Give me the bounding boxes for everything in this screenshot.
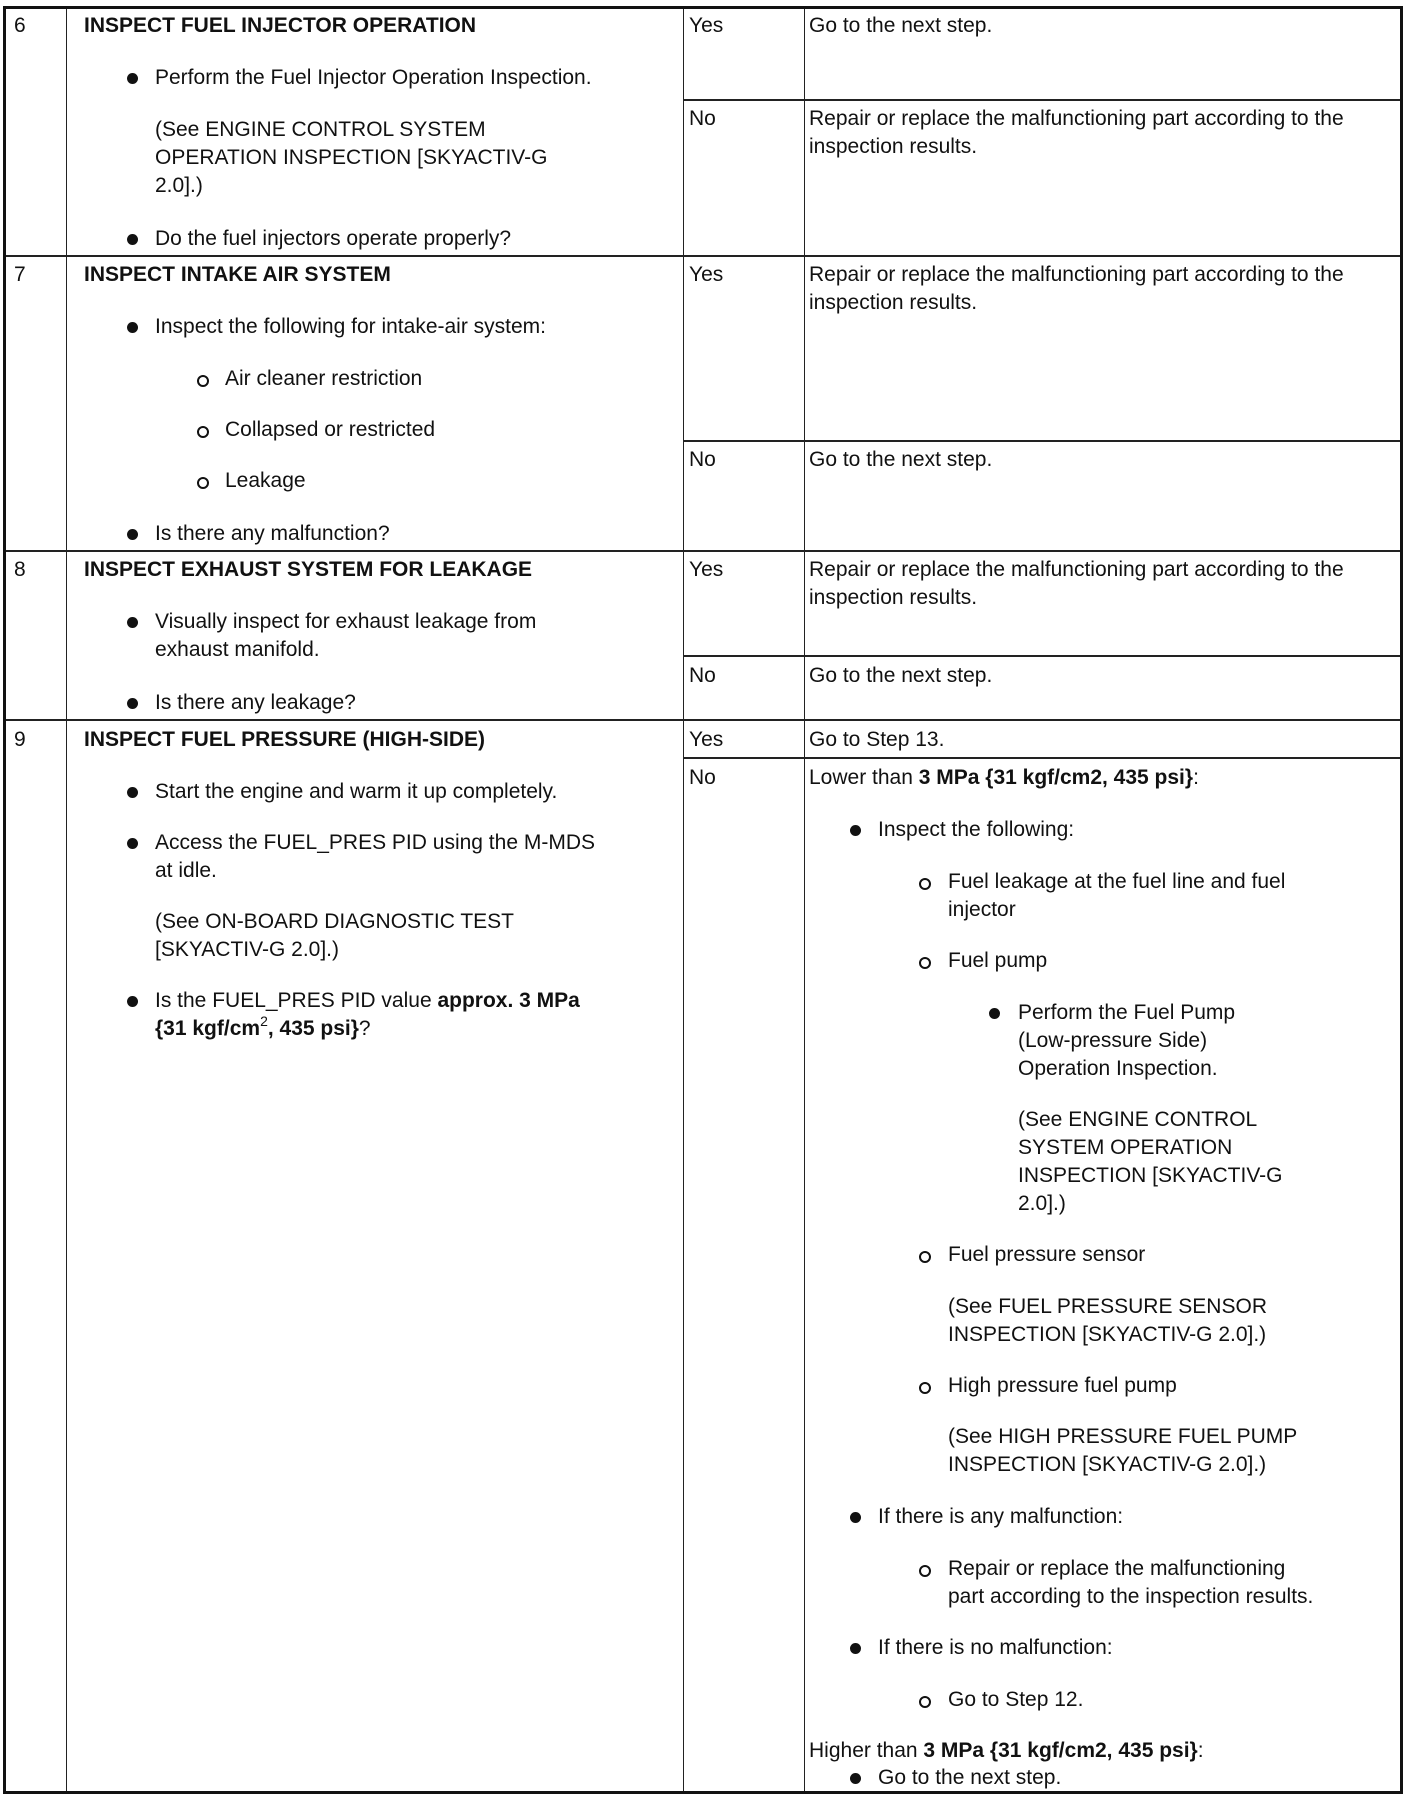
bullet-icon (127, 838, 138, 849)
yes-action: inspection results. (809, 586, 978, 609)
action-item: If there is no malfunction: (878, 1636, 1113, 1659)
step-title: INSPECT INTAKE AIR SYSTEM (84, 263, 391, 286)
step-title: INSPECT FUEL INJECTOR OPERATION (84, 14, 477, 37)
step-instruction: at idle. (155, 859, 217, 882)
yes-action: Repair or replace the malfunctioning part according to the (809, 263, 1344, 286)
no-action: Go to the next step. (809, 664, 993, 687)
column-divider (804, 9, 805, 1791)
action-item: (Low-pressure Side) (1018, 1029, 1208, 1052)
bullet-icon (127, 529, 138, 540)
diagnostic-table (3, 6, 1403, 1794)
reference-text: (See HIGH PRESSURE FUEL PUMP (948, 1425, 1298, 1448)
bullet-icon (127, 996, 138, 1007)
no-action: Go to the next step. (809, 448, 993, 471)
bullet-icon (850, 825, 861, 836)
no-label: No (689, 107, 716, 130)
inspection-item: injector (948, 898, 1016, 921)
step-number: 7 (14, 263, 26, 286)
action-item: Perform the Fuel Pump (1018, 1001, 1236, 1024)
action-item: If there is any malfunction: (878, 1505, 1124, 1528)
no-label: No (689, 448, 716, 471)
bullet-icon (127, 617, 138, 628)
sub-bullet-icon (197, 426, 209, 438)
sub-bullet-icon (919, 1251, 931, 1263)
condition-value: 3 MPa {31 kgf/cm2, 435 psi} (918, 766, 1194, 789)
reference-text: [SKYACTIV-G 2.0].) (155, 938, 339, 961)
reference-text: INSPECTION [SKYACTIV-G (1018, 1164, 1283, 1187)
reference-text: 2.0].) (1018, 1192, 1066, 1215)
bullet-icon (850, 1643, 861, 1654)
yes-action: inspection results. (809, 291, 978, 314)
sub-bullet-icon (919, 1696, 931, 1708)
condition-text: Higher than (809, 1739, 924, 1762)
step-question: Do the fuel injectors operate properly? (155, 227, 512, 250)
step-instruction: Access the FUEL_PRES PID using the M-MDS (155, 831, 595, 854)
yes-no-divider (684, 655, 1400, 657)
reference-text: 2.0].) (155, 174, 203, 197)
no-label: No (689, 664, 716, 687)
step-instruction: Start the engine and warm it up completely. (155, 780, 558, 803)
reference-text: OPERATION INSPECTION [SKYACTIV-G (155, 146, 548, 169)
inspection-item: Fuel pump (948, 949, 1048, 972)
step-instruction: Visually inspect for exhaust leakage from (155, 610, 537, 633)
step-number: 9 (14, 728, 26, 751)
bullet-icon (127, 234, 138, 245)
bullet-icon (127, 73, 138, 84)
step-title: INSPECT EXHAUST SYSTEM FOR LEAKAGE (84, 558, 533, 581)
inspection-item: Leakage (225, 469, 306, 492)
yes-no-divider (684, 440, 1400, 442)
bullet-icon (989, 1008, 1000, 1019)
reference-text: INSPECTION [SKYACTIV-G 2.0].) (948, 1453, 1267, 1476)
yes-label: Yes (689, 558, 724, 581)
inspection-item: Collapsed or restricted (225, 418, 436, 441)
yes-action: Go to Step 13. (809, 728, 945, 751)
sub-bullet-icon (919, 957, 931, 969)
yes-no-divider (684, 99, 1400, 101)
reference-text: SYSTEM OPERATION (1018, 1136, 1233, 1159)
step-instruction: Inspect the following for intake-air system: (155, 315, 547, 338)
step-question: Is there any malfunction? (155, 522, 390, 545)
yes-label: Yes (689, 14, 724, 37)
step-number: 6 (14, 14, 26, 37)
no-action: Repair or replace the malfunctioning part according to the (809, 107, 1344, 130)
bullet-icon (850, 1773, 861, 1784)
inspection-item: High pressure fuel pump (948, 1374, 1177, 1397)
step-question (155, 1015, 371, 1043)
column-divider (66, 9, 67, 1791)
no-label: No (689, 766, 716, 789)
condition-value: 3 MPa {31 kgf/cm2, 435 psi} (923, 1739, 1198, 1762)
inspection-item: Air cleaner restriction (225, 367, 423, 390)
reference-text: (See ON-BOARD DIAGNOSTIC TEST (155, 910, 514, 933)
inspection-item: Fuel pressure sensor (948, 1243, 1146, 1266)
step-instruction: Perform the Fuel Injector Operation Inspection. (155, 66, 592, 89)
sub-bullet-icon (197, 477, 209, 489)
yes-label: Yes (689, 728, 724, 751)
action-item: Repair or replace the malfunctioning (948, 1557, 1286, 1580)
column-divider (683, 9, 684, 1791)
reference-text: (See ENGINE CONTROL SYSTEM (155, 118, 486, 141)
row-divider (6, 719, 1400, 721)
sub-bullet-icon (919, 878, 931, 890)
superscript: 2 (260, 1013, 268, 1029)
reference-text: (See ENGINE CONTROL (1018, 1108, 1258, 1131)
action-item: Go to Step 12. (948, 1688, 1084, 1711)
sub-bullet-icon (919, 1565, 931, 1577)
step-question: Is there any leakage? (155, 691, 356, 714)
question-value: {31 kgf/cm (155, 1017, 261, 1040)
condition-text: Lower than (809, 766, 919, 789)
question-value: , 435 psi} (267, 1017, 359, 1040)
condition-higher (809, 1737, 1204, 1765)
question-text: ? (358, 1017, 371, 1040)
reference-text: (See FUEL PRESSURE SENSOR (948, 1295, 1267, 1318)
condition-text: : (1197, 1739, 1204, 1762)
reference-text: INSPECTION [SKYACTIV-G 2.0].) (948, 1323, 1267, 1346)
yes-action: Go to the next step. (809, 14, 993, 37)
row-divider (6, 550, 1400, 552)
step-instruction: exhaust manifold. (155, 638, 320, 661)
yes-label: Yes (689, 263, 724, 286)
no-action: inspection results. (809, 135, 978, 158)
action-item: Go to the next step. (878, 1766, 1062, 1789)
question-text: Is the FUEL_PRES PID value (155, 989, 438, 1012)
step-question (155, 987, 580, 1015)
condition-text: : (1193, 766, 1199, 789)
action-item: Operation Inspection. (1018, 1057, 1218, 1080)
question-value: approx. 3 MPa (437, 989, 580, 1012)
sub-bullet-icon (919, 1382, 931, 1394)
bullet-icon (127, 698, 138, 709)
bullet-icon (127, 787, 138, 798)
step-number: 8 (14, 558, 26, 581)
action-item: part according to the inspection results. (948, 1585, 1314, 1608)
inspection-item: Fuel leakage at the fuel line and fuel (948, 870, 1286, 893)
sub-bullet-icon (197, 375, 209, 387)
bullet-icon (127, 322, 138, 333)
bullet-icon (850, 1512, 861, 1523)
condition-lower (809, 764, 1199, 792)
yes-action: Repair or replace the malfunctioning part according to the (809, 558, 1344, 581)
step-title: INSPECT FUEL PRESSURE (HIGH-SIDE) (84, 728, 485, 751)
action-item: Inspect the following: (878, 818, 1075, 841)
row-divider (6, 255, 1400, 257)
yes-no-divider (684, 757, 1400, 759)
